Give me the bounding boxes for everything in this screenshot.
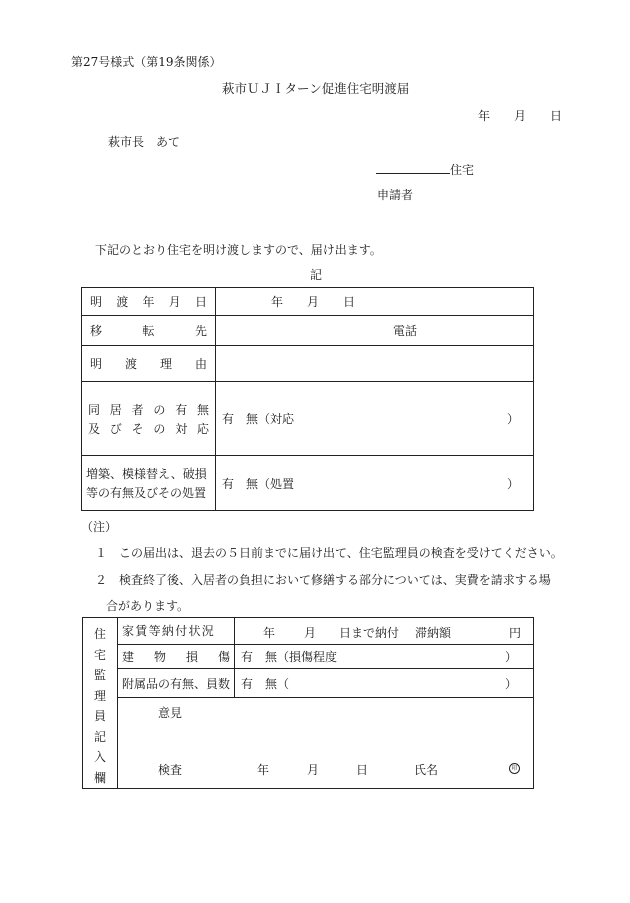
date-day: 日 <box>549 109 562 123</box>
date-year: 年 <box>478 109 491 123</box>
inspection-month: 月 <box>307 762 320 777</box>
address-label: 住宅 <box>450 163 475 177</box>
inspector-name-label: 氏名 <box>414 762 439 777</box>
note-2: ２ 検査終了後、入居者の負担において修繕する部分については、実費を請求する場 <box>95 573 551 587</box>
notice-table <box>81 287 534 511</box>
move-out-date-label: 明 渡 年 月 日 <box>82 288 216 316</box>
opinion-label: 意見 <box>158 705 183 720</box>
fixtures-field[interactable]: 有 無（ ） <box>235 669 534 698</box>
inspector-side-label: 住 宅 監 理 員 記 入 欄 <box>83 618 118 789</box>
seal-mark: 印 <box>509 763 520 774</box>
rent-status-label: 家賃等納付状況 <box>118 618 235 645</box>
alteration-label: 増築、模様替え、破損 等の有無及びその処置 <box>82 456 216 511</box>
cohabitant-field[interactable]: 有 無（対応 ） <box>216 382 534 456</box>
inspector-table <box>82 617 534 789</box>
inspection-day: 日 <box>356 762 369 777</box>
inspection-year: 年 <box>257 762 270 777</box>
rent-status-field[interactable]: 年 月 日まで納付 滞納額 円 <box>235 618 534 645</box>
inspection-label: 検査 <box>158 762 183 777</box>
intro-text: 下記のとおり住宅を明け渡しますので、届け出ます。 <box>95 243 382 257</box>
date-month: 月 <box>513 109 526 123</box>
cohabitant-label: 同 居 者 の 有 無 及 び そ の 対 応 <box>82 382 216 456</box>
form-number: 第27号様式（第19条関係） <box>71 55 222 69</box>
notes-heading: （注） <box>81 520 118 534</box>
ki-heading: 記 <box>310 268 323 282</box>
form-title: 萩市ＵＪＩターン促進住宅明渡届 <box>222 81 410 96</box>
destination-field[interactable] <box>216 316 534 346</box>
note-2-continued: 合があります。 <box>106 599 190 613</box>
move-out-date-field[interactable]: 年 月 日 <box>216 288 534 316</box>
date-line <box>478 107 562 124</box>
applicant-label: 申請者 <box>377 188 414 202</box>
opinion-inspection-area[interactable] <box>118 697 534 788</box>
damage-field[interactable]: 有 無（損傷程度 ） <box>235 644 534 669</box>
destination-label: 移 転 先 <box>82 316 216 346</box>
phone-label: 電話 <box>393 324 418 338</box>
alteration-field[interactable]: 有 無（処置 ） <box>216 456 534 511</box>
note-1: １ この届出は、退去の５日前までに届け出て、住宅監理員の検査を受けてください。 <box>95 546 563 560</box>
address-field[interactable] <box>376 161 474 178</box>
reason-label: 明 渡 理 由 <box>82 346 216 382</box>
reason-field[interactable] <box>216 346 534 382</box>
addressee: 萩市長 あて <box>108 135 181 149</box>
damage-label: 建 物 損 傷 <box>118 644 235 669</box>
fixtures-label: 附属品の有無、員数 <box>118 669 235 698</box>
